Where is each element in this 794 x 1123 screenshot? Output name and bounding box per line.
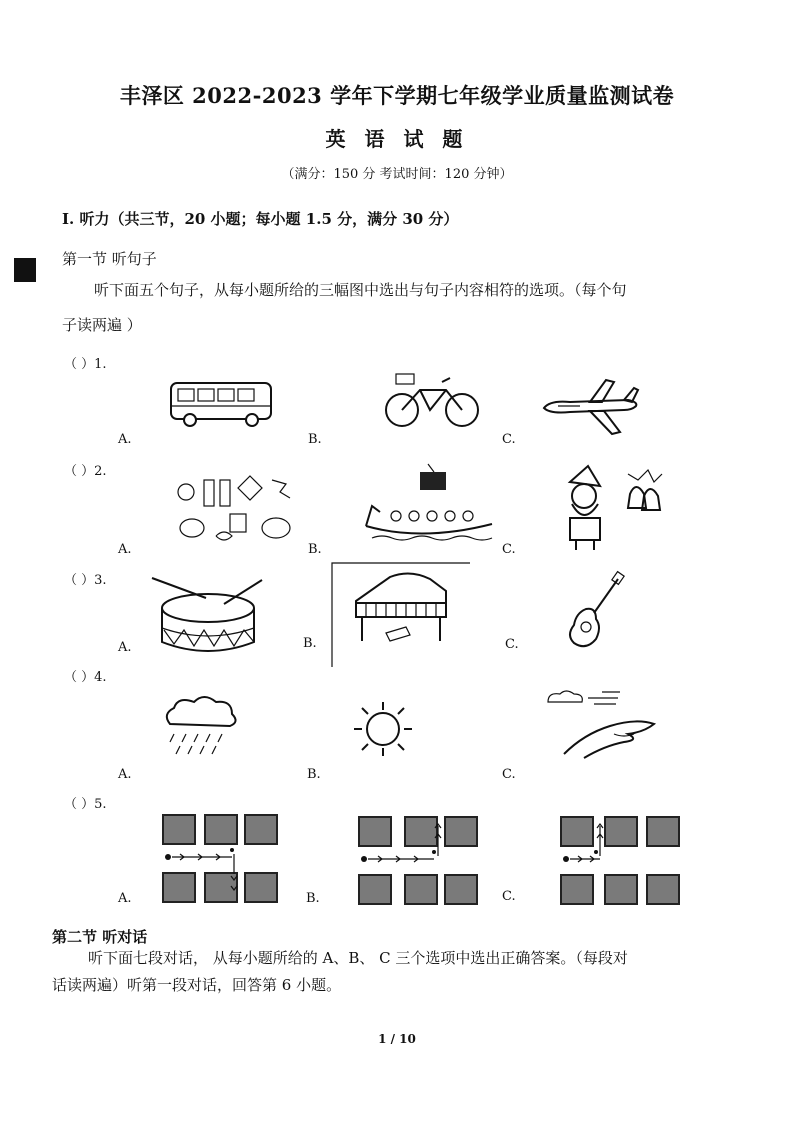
- section2-title: 第二节 听对话: [52, 928, 148, 946]
- q2-option-a: A.: [118, 542, 132, 557]
- q1-option-b: B.: [308, 432, 322, 447]
- sun-picture: [348, 700, 418, 758]
- q3-option-c: C.: [505, 637, 519, 652]
- q4-option-b: B.: [307, 767, 321, 782]
- question-4-number: （ ）4.: [64, 670, 107, 685]
- section2-instructions-line2: 话读两遍）听第一段对话，回答第 6 小题。: [52, 976, 342, 994]
- rain-cloud-picture: [160, 694, 240, 756]
- exam-info: （满分：150 分 考试时间：120 分钟）: [281, 167, 513, 182]
- spring-festival-picture: [172, 470, 300, 550]
- section1-instructions-line2: 子读两遍 ）: [62, 316, 142, 334]
- q5-option-c: C.: [502, 889, 516, 904]
- question-3-number: （ ）3.: [64, 573, 107, 588]
- q4-option-a: A.: [118, 767, 132, 782]
- piano-picture: [330, 561, 472, 669]
- section1-instructions-line1: 听下面五个句子，从每小题所给的三幅图中选出与句子内容相符的选项。（每个句: [94, 281, 627, 299]
- bicycle-picture: [384, 372, 482, 428]
- airplane-picture: [540, 378, 640, 438]
- exam-title: 丰泽区 2022-2023 学年下学期七年级学业质量监测试卷: [119, 83, 675, 108]
- map-b-picture: [358, 816, 474, 904]
- question-1-number: （ ）1.: [64, 357, 107, 372]
- q4-option-c: C.: [502, 767, 516, 782]
- q1-option-c: C.: [502, 432, 516, 447]
- santa-picture: [548, 460, 668, 552]
- page-number: 1 / 10: [378, 1032, 416, 1046]
- q2-option-b: B.: [308, 542, 322, 557]
- wind-picture: [544, 688, 662, 760]
- guitar-picture: [566, 573, 626, 651]
- question-2-number: （ ）2.: [64, 464, 107, 479]
- map-a-picture: [162, 814, 278, 902]
- q5-option-b: B.: [306, 891, 320, 906]
- section2-instructions-line1: 听下面七段对话， 从每小题所给的 A、B、 C 三个选项中选出正确答案。（每段对: [88, 949, 628, 967]
- dragon-boat-picture: [362, 462, 498, 552]
- q3-option-a: A.: [118, 640, 132, 655]
- q3-option-b: B.: [303, 636, 317, 651]
- section1-title: 第一节 听句子: [62, 250, 157, 268]
- map-c-picture: [560, 816, 676, 904]
- q5-option-a: A.: [118, 891, 132, 906]
- scan-marker: [14, 258, 36, 282]
- bus-picture: [168, 380, 278, 430]
- q1-option-a: A.: [118, 432, 132, 447]
- subject-title: 英 语 试 题: [325, 127, 469, 151]
- q2-option-c: C.: [502, 542, 516, 557]
- drum-picture: [150, 574, 270, 658]
- part1-heading: I. 听力（共三节，20 小题；每小题 1.5 分，满分 30 分）: [62, 210, 459, 228]
- question-5-number: （ ）5.: [64, 797, 107, 812]
